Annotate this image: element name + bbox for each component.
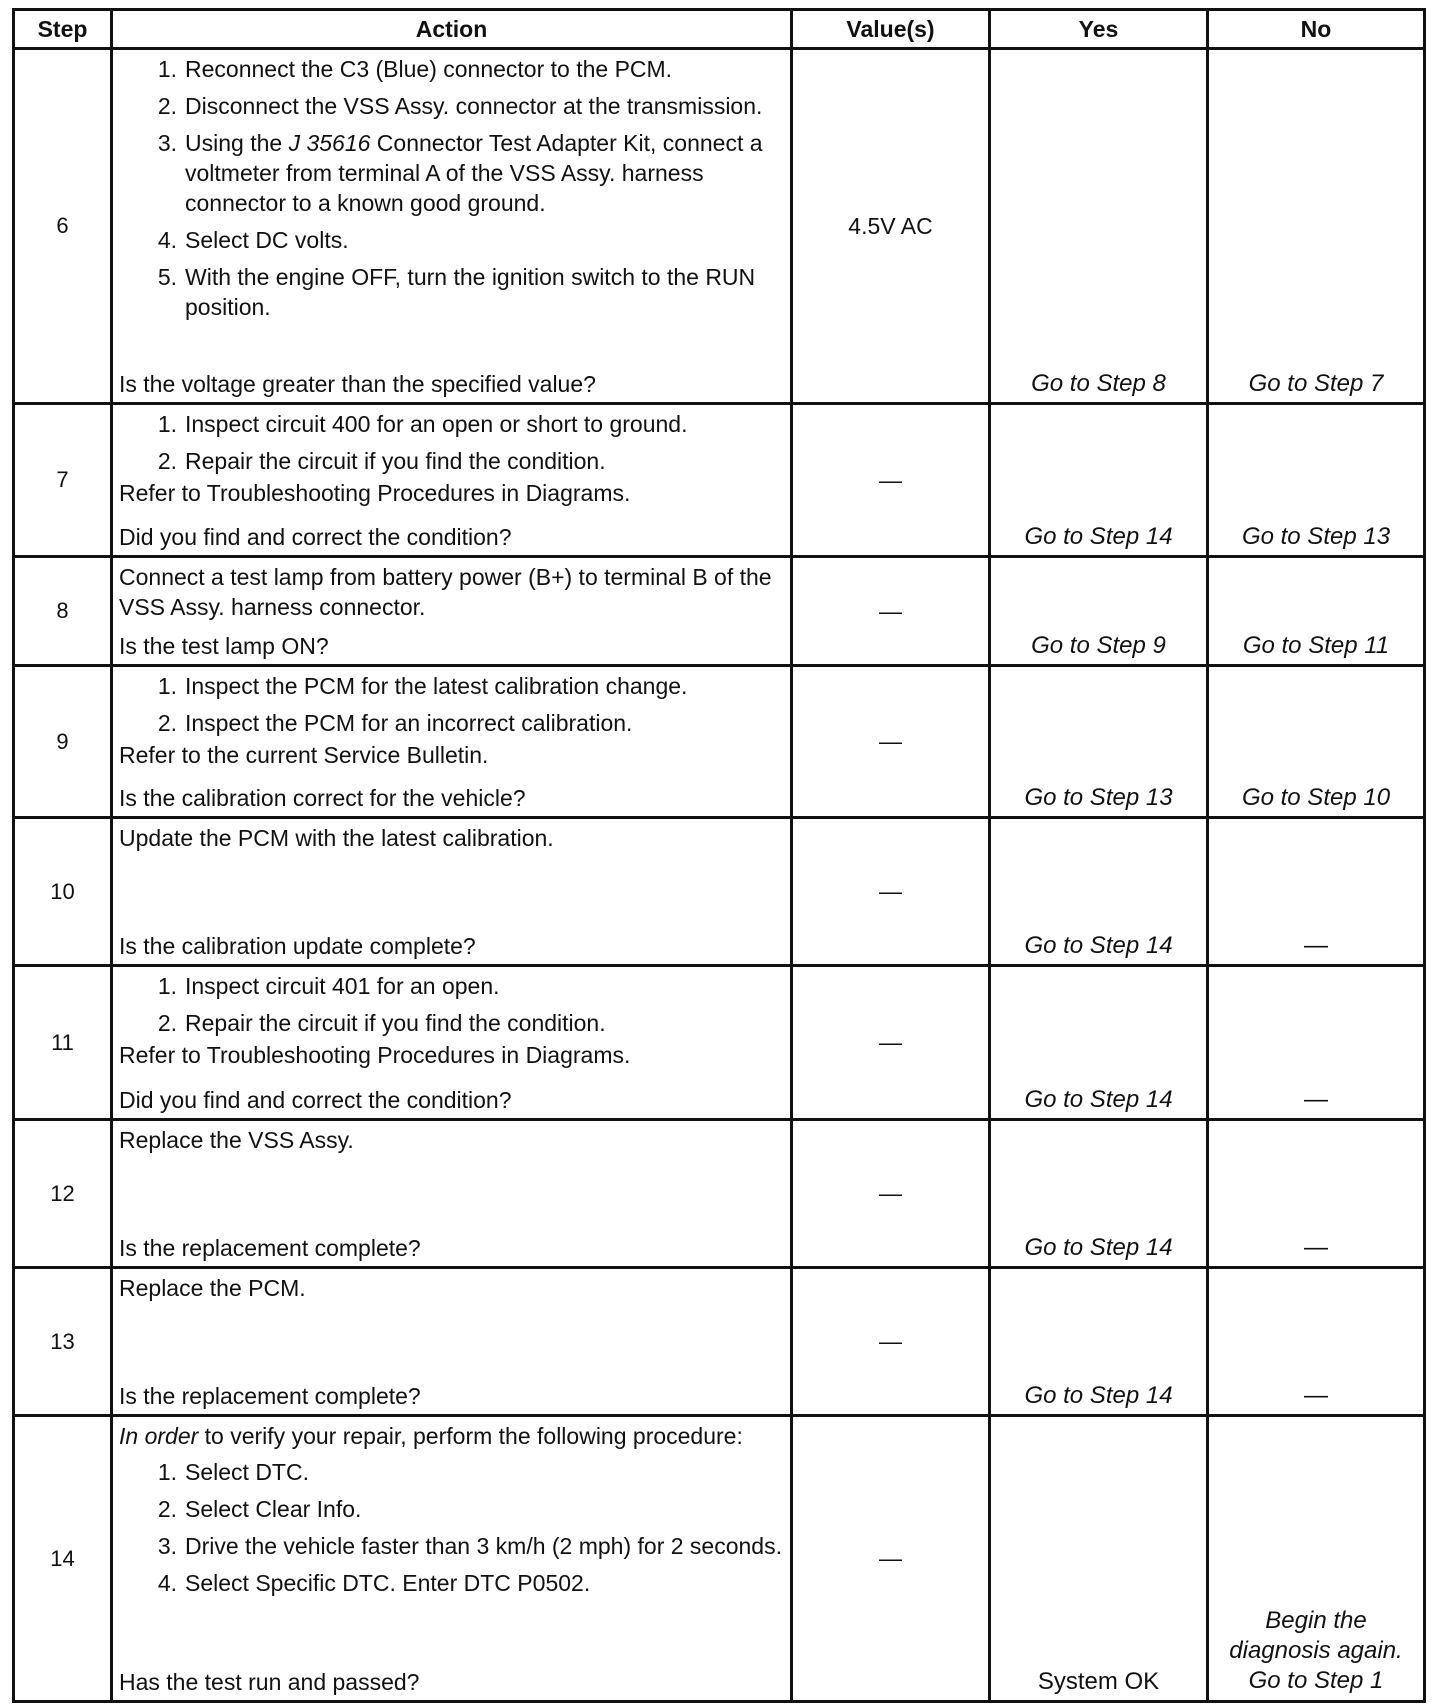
list-item: 1. Inspect circuit 401 for an open. xyxy=(157,973,500,999)
no-result-line: Go to Step 1 xyxy=(1248,1667,1384,1694)
action-steps xyxy=(119,409,782,508)
step-number: 6 xyxy=(14,49,112,404)
list-item: 1. Reconnect the C3 (Blue) connector to the PCM. xyxy=(157,56,673,82)
step-number: 11 xyxy=(14,966,112,1120)
yes-result: System OK xyxy=(990,1416,1208,1702)
action-question: Is the replacement complete? xyxy=(119,1383,421,1409)
list-item: 2. Disconnect the VSS Assy. connector at the transmission. xyxy=(157,93,763,119)
action-question: Did you find and correct the condition? xyxy=(119,1087,512,1113)
step-number: 14 xyxy=(14,1416,112,1702)
no-result: — xyxy=(1208,818,1425,966)
yes-result: Go to Step 14 xyxy=(990,966,1208,1120)
no-result-line: Begin the xyxy=(1265,1607,1367,1634)
yes-result: Go to Step 14 xyxy=(990,404,1208,557)
diagnostic-table-sheet xyxy=(12,8,1423,1703)
table-row-step-8 xyxy=(14,557,1425,666)
value-cell: — xyxy=(792,557,990,666)
value-cell: — xyxy=(792,1416,990,1702)
action-question: Is the voltage greater than the specified value? xyxy=(119,371,596,397)
list-item: 3. Drive the vehicle faster than 3 km/h (2 mph) for 2 seconds. xyxy=(157,1533,782,1559)
action-lead: In order to verify your repair, perform the following procedure: xyxy=(119,1423,743,1449)
header-no: No xyxy=(1208,10,1425,49)
value-cell: — xyxy=(792,666,990,818)
value-cell: — xyxy=(792,966,990,1120)
action-question: Is the test lamp ON? xyxy=(119,633,329,659)
header-row xyxy=(14,10,1425,49)
list-item: 4. Select DC volts. xyxy=(157,227,349,253)
action-cell xyxy=(112,666,792,818)
table-row-step-13 xyxy=(14,1268,1425,1416)
yes-result: Go to Step 9 xyxy=(990,557,1208,666)
no-result xyxy=(1208,1416,1425,1702)
value-cell: — xyxy=(792,404,990,557)
table-row-step-9 xyxy=(14,666,1425,818)
list-item: 4. Select Specific DTC. Enter DTC P0502. xyxy=(157,1570,591,1596)
step-number: 12 xyxy=(14,1120,112,1268)
action-question: Is the calibration update complete? xyxy=(119,933,476,959)
action-note: Refer to Troubleshooting Procedures in Diagrams. xyxy=(119,1042,631,1068)
list-item: 5. With the engine OFF, turn the ignition switch to the RUN position. xyxy=(157,264,756,320)
no-result: — xyxy=(1208,1268,1425,1416)
action-question: Has the test run and passed? xyxy=(119,1669,420,1695)
step-number: 10 xyxy=(14,818,112,966)
action-steps xyxy=(119,54,782,329)
list-item: 1. Select DTC. xyxy=(157,1459,309,1485)
list-item: 2. Repair the circuit if you find the condition. xyxy=(157,448,606,474)
action-cell xyxy=(112,1120,792,1268)
action-lead: Replace the VSS Assy. xyxy=(119,1127,354,1153)
yes-result: Go to Step 13 xyxy=(990,666,1208,818)
action-cell xyxy=(112,557,792,666)
value-cell: 4.5V AC xyxy=(792,49,990,404)
header-values: Value(s) xyxy=(792,10,990,49)
action-cell xyxy=(112,1416,792,1702)
list-item: 1. Inspect circuit 400 for an open or short to ground. xyxy=(157,411,688,437)
action-question: Did you find and correct the condition? xyxy=(119,524,512,550)
yes-result: Go to Step 8 xyxy=(990,49,1208,404)
step-number: 13 xyxy=(14,1268,112,1416)
action-note: Refer to the current Service Bulletin. xyxy=(119,742,489,768)
step-number: 9 xyxy=(14,666,112,818)
action-lead: Replace the PCM. xyxy=(119,1275,306,1301)
action-cell xyxy=(112,818,792,966)
value-cell: — xyxy=(792,1268,990,1416)
table-row-step-14 xyxy=(14,1416,1425,1702)
action-steps xyxy=(119,671,782,770)
step-number: 7 xyxy=(14,404,112,557)
header-step: Step xyxy=(14,10,112,49)
list-item: 1. Inspect the PCM for the latest calibration change. xyxy=(157,673,688,699)
no-result: Go to Step 7 xyxy=(1208,49,1425,404)
no-result: Go to Step 10 xyxy=(1208,666,1425,818)
table-row-step-12 xyxy=(14,1120,1425,1268)
list-item: 2. Select Clear Info. xyxy=(157,1496,362,1522)
yes-result: Go to Step 14 xyxy=(990,1268,1208,1416)
value-cell: — xyxy=(792,818,990,966)
action-question: Is the calibration correct for the vehicle? xyxy=(119,785,526,811)
no-result: Go to Step 11 xyxy=(1208,557,1425,666)
tool-number: J 35616 xyxy=(288,130,371,156)
action-lead: Update the PCM with the latest calibration. xyxy=(119,825,554,851)
no-result: — xyxy=(1208,966,1425,1120)
step-number: 8 xyxy=(14,557,112,666)
no-result-line: diagnosis again. xyxy=(1229,1637,1403,1664)
yes-result: Go to Step 14 xyxy=(990,1120,1208,1268)
action-cell xyxy=(112,966,792,1120)
table-row-step-6 xyxy=(14,49,1425,404)
action-note: Refer to Troubleshooting Procedures in Diagrams. xyxy=(119,480,631,506)
list-item: 2. Inspect the PCM for an incorrect calibration. xyxy=(157,710,633,736)
value-cell: — xyxy=(792,1120,990,1268)
table-row-step-10 xyxy=(14,818,1425,966)
no-result: Go to Step 13 xyxy=(1208,404,1425,557)
diagnostic-table xyxy=(12,8,1426,1703)
yes-result: Go to Step 14 xyxy=(990,818,1208,966)
header-action: Action xyxy=(112,10,792,49)
action-cell xyxy=(112,49,792,404)
action-cell xyxy=(112,1268,792,1416)
list-item: 3. Using the J 35616 Connector Test Adapter Kit, connect a voltmeter from terminal A of the VSS Assy. harness connector to a known good ground. xyxy=(157,130,763,216)
header-yes: Yes xyxy=(990,10,1208,49)
table-row-step-11 xyxy=(14,966,1425,1120)
action-steps xyxy=(119,971,782,1070)
no-result: — xyxy=(1208,1120,1425,1268)
action-lead: Connect a test lamp from battery power (B+) to terminal B of the VSS Assy. harness connector. xyxy=(119,564,772,620)
action-cell xyxy=(112,404,792,557)
table-row-step-7 xyxy=(14,404,1425,557)
list-item: 2. Repair the circuit if you find the condition. xyxy=(157,1010,606,1036)
action-question: Is the replacement complete? xyxy=(119,1235,421,1261)
action-steps xyxy=(119,1457,782,1598)
